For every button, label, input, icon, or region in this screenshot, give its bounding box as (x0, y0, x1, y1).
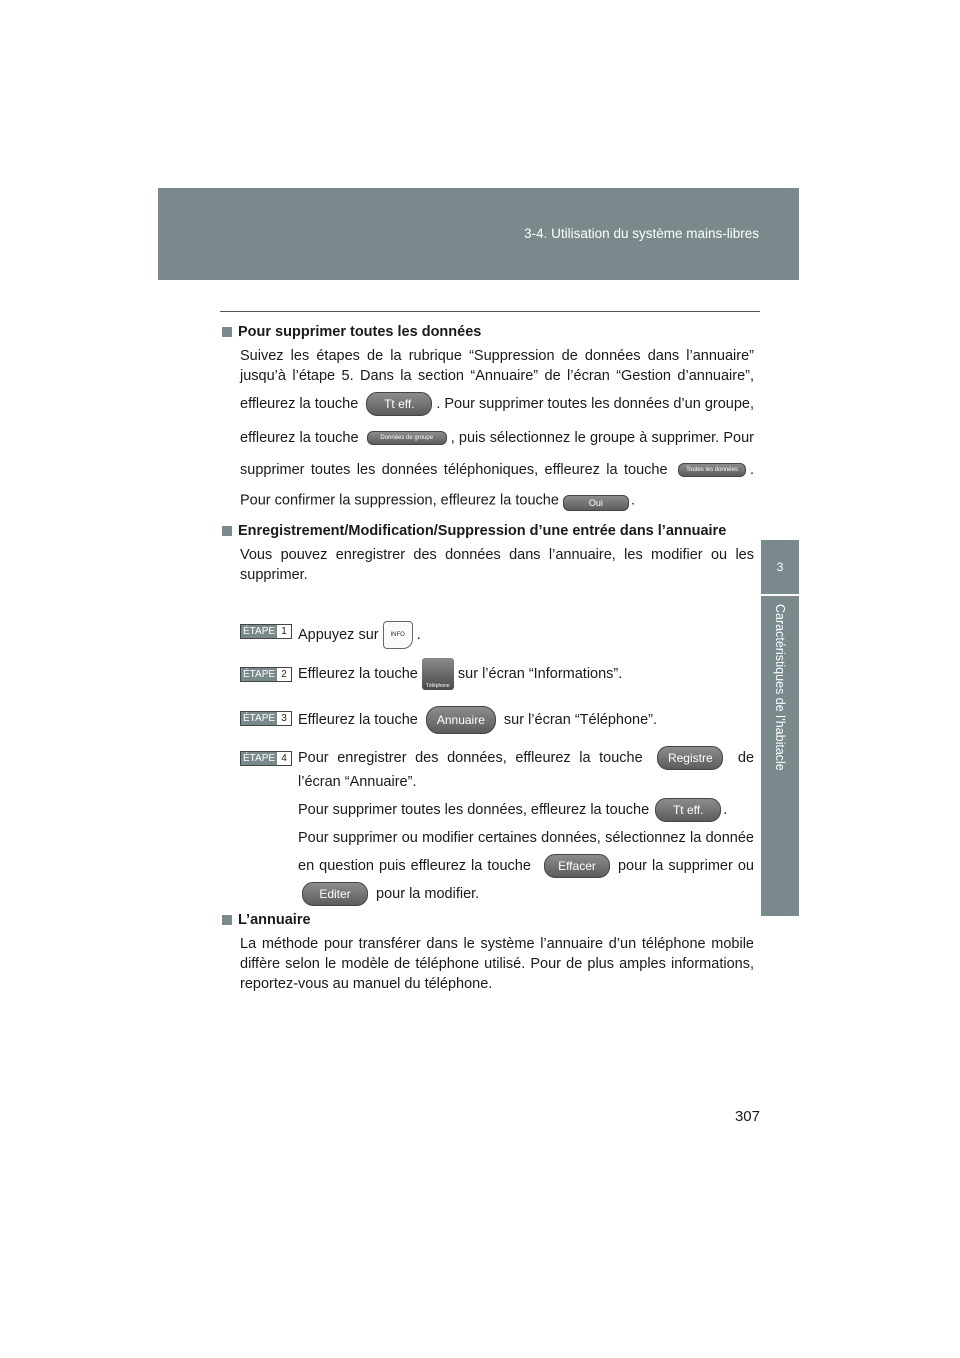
text-run: . (723, 802, 728, 819)
step-text (298, 658, 754, 690)
text-run: pour la modifier. (376, 886, 480, 903)
text-run: . (630, 492, 635, 509)
chapter-label-tab (761, 596, 799, 916)
step-badge (240, 667, 292, 682)
bullet-square-icon (222, 915, 232, 925)
step-badge (240, 751, 292, 766)
step-number: 2 (277, 668, 291, 681)
header-rule (220, 311, 760, 312)
donnees-de-groupe-button: Données de groupe (367, 431, 447, 445)
text-run: Effleurez la touche (298, 665, 418, 682)
tt-eff-button: Tt eff. (655, 798, 721, 822)
heading-text: Enregistrement/Modification/Suppression d’une entrée dans l’annuaire (238, 523, 727, 539)
text-run: Suivez les étapes de la rubrique “Suppression de données dans l’annuaire” jusqu’à l’étape 5. Dans la section “Annuaire” de l’écran “Gestion d’annuaire”, effleurez la touche (240, 348, 754, 412)
text-run: de l’écran “Annuaire”. (298, 750, 755, 791)
step-text (298, 621, 754, 649)
step-word: ÉTAPE (243, 626, 276, 637)
step-number: 3 (277, 712, 291, 725)
text-run: . (416, 626, 421, 643)
section-heading-phonebook (222, 912, 754, 928)
text-run: Pour enregistrer des données, effleurez la touche (298, 750, 643, 766)
text-run: Pour supprimer ou modifier certaines données, sélectionnez la donnée en question puis effleurez la touche (298, 830, 754, 875)
annuaire-button: Annuaire (426, 706, 496, 734)
step-word: ÉTAPE (243, 753, 276, 764)
chapter-number-tab: 3 (761, 540, 799, 594)
bullet-square-icon (222, 327, 232, 337)
register-intro: Vous pouvez enregistrer des données dans l’annuaire, les modifier ou les supprimer. (240, 547, 754, 583)
chapter-label: Caractéristiques de l’habitacle (773, 604, 787, 771)
bullet-square-icon (222, 526, 232, 536)
text-run: sur l’écran “Téléphone”. (503, 711, 658, 728)
effacer-button: Effacer (544, 854, 610, 878)
step-badge (240, 711, 292, 726)
step-word: ÉTAPE (243, 669, 276, 680)
page-number: 307 (734, 1108, 760, 1125)
step-badge (240, 624, 292, 639)
info-key-icon: INFO (383, 621, 413, 649)
registre-button: Registre (657, 746, 723, 770)
header-band (158, 188, 799, 280)
phonebook-section (222, 912, 754, 994)
page-content (222, 324, 754, 585)
step-text (298, 746, 754, 908)
step-text (298, 706, 754, 734)
editer-button: Editer (302, 882, 368, 906)
text-run: Appuyez sur (298, 626, 379, 643)
tt-eff-button: Tt eff. (366, 392, 432, 416)
text-run: , puis sélectionnez le groupe à supprimer. Pour supprimer toutes les données téléphoniques, effleurez la touche (240, 429, 755, 478)
oui-button: Oui (563, 495, 629, 511)
text-run: pour la supprimer ou (617, 858, 754, 875)
step-number: 1 (277, 625, 291, 638)
text-run: . Pour supprimer toutes les données d’un groupe, effleurez la touche (240, 395, 754, 446)
telephone-icon: Téléphone (422, 658, 454, 690)
text-run: Pour supprimer toutes les données, effleurez la touche (298, 802, 650, 819)
delete-all-paragraph (240, 346, 754, 515)
toutes-les-donnees-button: Toutes les données (678, 463, 746, 477)
step-word: ÉTAPE (243, 713, 276, 724)
heading-text: L’annuaire (238, 912, 311, 928)
heading-text: Pour supprimer toutes les données (238, 324, 482, 340)
step-number: 4 (277, 752, 291, 765)
phonebook-paragraph: La méthode pour transférer dans le système l’annuaire d’un téléphone mobile diffère selon le modèle de téléphone utilisé. Pour de plus amples informations, reportez-vous au manuel du téléphone. (240, 936, 754, 992)
text-run: Effleurez la touche (298, 711, 418, 728)
section-heading-delete-all (222, 324, 754, 340)
section-title: 3-4. Utilisation du système mains-libres (524, 226, 759, 241)
text-run: sur l’écran “Informations”. (457, 665, 623, 682)
text-run: . Pour confirmer la suppression, effleurez la touche (240, 461, 754, 509)
section-heading-register (222, 523, 754, 539)
